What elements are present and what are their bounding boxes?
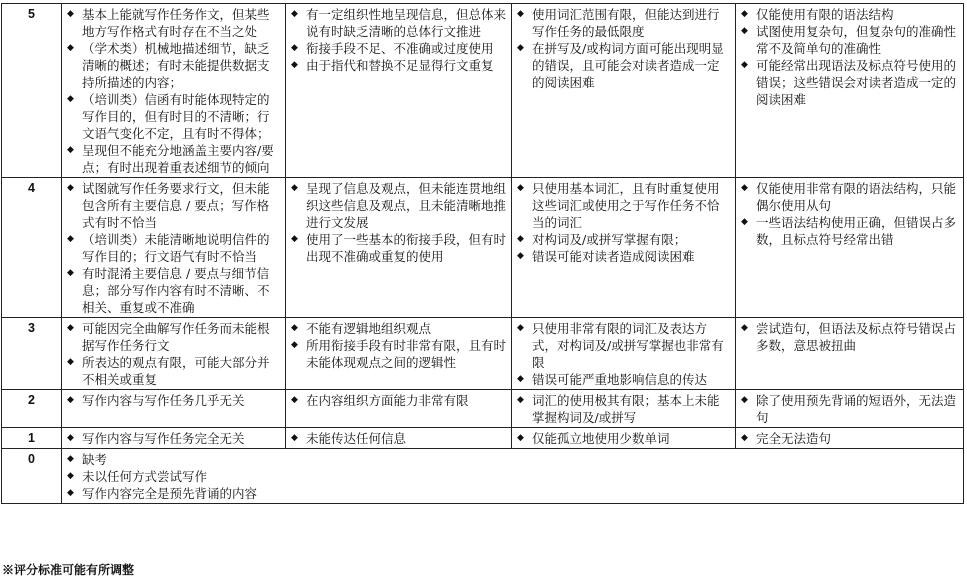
descriptor-item: ◆ 在内容组织方面能力非常有限	[290, 392, 507, 409]
scoring-rubric-table	[1, 3, 964, 504]
descriptor-item: ◆ 有时混淆主要信息 / 要点与细节信息；部分写作内容有时不清晰、不相关、重复或不准确	[66, 265, 281, 316]
descriptor-list	[290, 6, 507, 74]
descriptor-item: ◆ 写作内容与写作任务完全无关	[66, 430, 281, 447]
descriptor-item: ◆ 词汇的使用极其有限；基本上未能掌握构词及/或拼写	[516, 392, 731, 426]
descriptor-item: ◆ 在拼写及/或构词方面可能出现明显的错误，且可能会对读者造成一定的阅读困难	[516, 40, 731, 91]
criterion-cell	[286, 178, 512, 318]
criterion-cell	[512, 4, 736, 178]
band-row-0	[2, 449, 964, 504]
descriptor-item: ◆ 所表达的观点有限，可能大部分并不相关或重复	[66, 354, 281, 388]
criterion-cell	[736, 390, 964, 428]
descriptor-item: ◆ 完全无法造句	[740, 430, 959, 447]
criterion-cell	[736, 178, 964, 318]
descriptor-list	[290, 430, 507, 447]
descriptor-list	[290, 320, 507, 371]
descriptor-list	[516, 180, 731, 265]
descriptor-item: ◆ 尝试造句，但语法及标点符号错误占多数，意思被扭曲	[740, 320, 959, 354]
descriptor-list	[516, 430, 731, 447]
band-score: 2	[2, 390, 62, 428]
descriptor-item: ◆ 使用了一些基本的衔接手段，但有时出现不准确或重复的使用	[290, 231, 507, 265]
band-row-2	[2, 390, 964, 428]
criterion-cell	[62, 4, 286, 178]
descriptor-list	[740, 320, 959, 354]
criterion-cell	[62, 178, 286, 318]
descriptor-item: ◆ 写作内容完全是预先背诵的内容	[66, 485, 959, 502]
descriptor-list	[740, 392, 959, 426]
descriptor-item: ◆ （学术类）机械地描述细节，缺乏清晰的概述；有时未能提供数据支持所描述的内容；	[66, 40, 281, 91]
descriptor-item: ◆ 呈现了信息及观点，但未能连贯地组织这些信息及观点，且未能清晰地推进行文发展	[290, 180, 507, 231]
descriptor-item: ◆ 仅能使用非常有限的语法结构，只能偶尔使用从句	[740, 180, 959, 214]
descriptor-item: ◆ 一些语法结构使用正确，但错误占多数，且标点符号经常出错	[740, 214, 959, 248]
criterion-cell	[62, 318, 286, 390]
descriptor-item: ◆ 不能有逻辑地组织观点	[290, 320, 507, 337]
descriptor-item: ◆ 由于指代和替换不足显得行文重复	[290, 57, 507, 74]
criterion-cell	[62, 390, 286, 428]
descriptor-item: ◆ 仅能孤立地使用少数单词	[516, 430, 731, 447]
band-score: 5	[2, 4, 62, 178]
descriptor-item: ◆ 试图就写作任务要求行文，但未能包含所有主要信息 / 要点；写作格式有时不恰当	[66, 180, 281, 231]
descriptor-item: ◆ 使用词汇范围有限，但能达到进行写作任务的最低限度	[516, 6, 731, 40]
band-row-1	[2, 428, 964, 449]
criterion-cell	[736, 318, 964, 390]
criterion-cell	[62, 428, 286, 449]
descriptor-item: ◆ 可能因完全曲解写作任务而未能根据写作任务行文	[66, 320, 281, 354]
descriptor-item: ◆ 对构词及/或拼写掌握有限；	[516, 231, 731, 248]
band-score: 1	[2, 428, 62, 449]
descriptor-item: ◆ 只使用非常有限的词汇及表达方式，对构词及/或拼写掌握也非常有限	[516, 320, 731, 371]
descriptor-item: ◆ 写作内容与写作任务几乎无关	[66, 392, 281, 409]
descriptor-item: ◆ 衔接手段不足、不准确或过度使用	[290, 40, 507, 57]
criterion-cell	[62, 449, 964, 504]
descriptor-list	[66, 180, 281, 316]
descriptor-list	[66, 430, 281, 447]
descriptor-list	[66, 451, 959, 502]
footnote-cut-off: ※评分标准可能有所调整	[2, 563, 135, 577]
descriptor-item: ◆ 试图使用复杂句，但复杂句的准确性常不及简单句的准确性	[740, 23, 959, 57]
criterion-cell	[512, 390, 736, 428]
band-row-4	[2, 178, 964, 318]
descriptor-list	[516, 6, 731, 91]
criterion-cell	[512, 178, 736, 318]
descriptor-item: ◆ 未能传达任何信息	[290, 430, 507, 447]
descriptor-list	[66, 392, 281, 409]
descriptor-list	[740, 6, 959, 108]
descriptor-item: ◆ 除了使用预先背诵的短语外，无法造句	[740, 392, 959, 426]
criterion-cell	[286, 4, 512, 178]
descriptor-item: ◆ 基本上能就写作任务作文，但某些地方写作格式有时存在不当之处	[66, 6, 281, 40]
descriptor-list	[740, 430, 959, 447]
band-score: 4	[2, 178, 62, 318]
descriptor-item: ◆ （培训类）信函有时能体现特定的写作目的，但有时目的不清晰；行文语气变化不定，且有时不得体；	[66, 91, 281, 142]
rubric-body	[2, 4, 964, 504]
criterion-cell	[736, 428, 964, 449]
descriptor-item: ◆ （培训类）未能清晰地说明信件的写作目的；行文语气有时不恰当	[66, 231, 281, 265]
descriptor-list	[290, 180, 507, 265]
criterion-cell	[512, 318, 736, 390]
descriptor-list	[66, 6, 281, 176]
criterion-cell	[286, 428, 512, 449]
descriptor-item: ◆ 仅能使用有限的语法结构	[740, 6, 959, 23]
band-score: 0	[2, 449, 62, 504]
band-row-5	[2, 4, 964, 178]
descriptor-item: ◆ 可能经常出现语法及标点符号使用的错误；这些错误会对读者造成一定的阅读困难	[740, 57, 959, 108]
criterion-cell	[286, 390, 512, 428]
band-row-3	[2, 318, 964, 390]
descriptor-list	[516, 320, 731, 388]
descriptor-item: ◆ 呈现但不能充分地涵盖主要内容/要点；有时出现着重表述细节的倾向	[66, 142, 281, 176]
descriptor-item: ◆ 未以任何方式尝试写作	[66, 468, 959, 485]
descriptor-item: ◆ 缺考	[66, 451, 959, 468]
descriptor-list	[516, 392, 731, 426]
criterion-cell	[736, 4, 964, 178]
criterion-cell	[286, 318, 512, 390]
descriptor-item: ◆ 错误可能严重地影响信息的传达	[516, 371, 731, 388]
descriptor-list	[66, 320, 281, 388]
criterion-cell	[512, 428, 736, 449]
descriptor-item: ◆ 只使用基本词汇，且有时重复使用这些词汇或使用之于写作任务不恰当的词汇	[516, 180, 731, 231]
descriptor-list	[740, 180, 959, 248]
descriptor-list	[290, 392, 507, 409]
descriptor-item: ◆ 所用衔接手段有时非常有限，且有时未能体现观点之间的逻辑性	[290, 337, 507, 371]
band-score: 3	[2, 318, 62, 390]
descriptor-item: ◆ 有一定组织性地呈现信息，但总体来说有时缺乏清晰的总体行文推进	[290, 6, 507, 40]
descriptor-item: ◆ 错误可能对读者造成阅读困难	[516, 248, 731, 265]
